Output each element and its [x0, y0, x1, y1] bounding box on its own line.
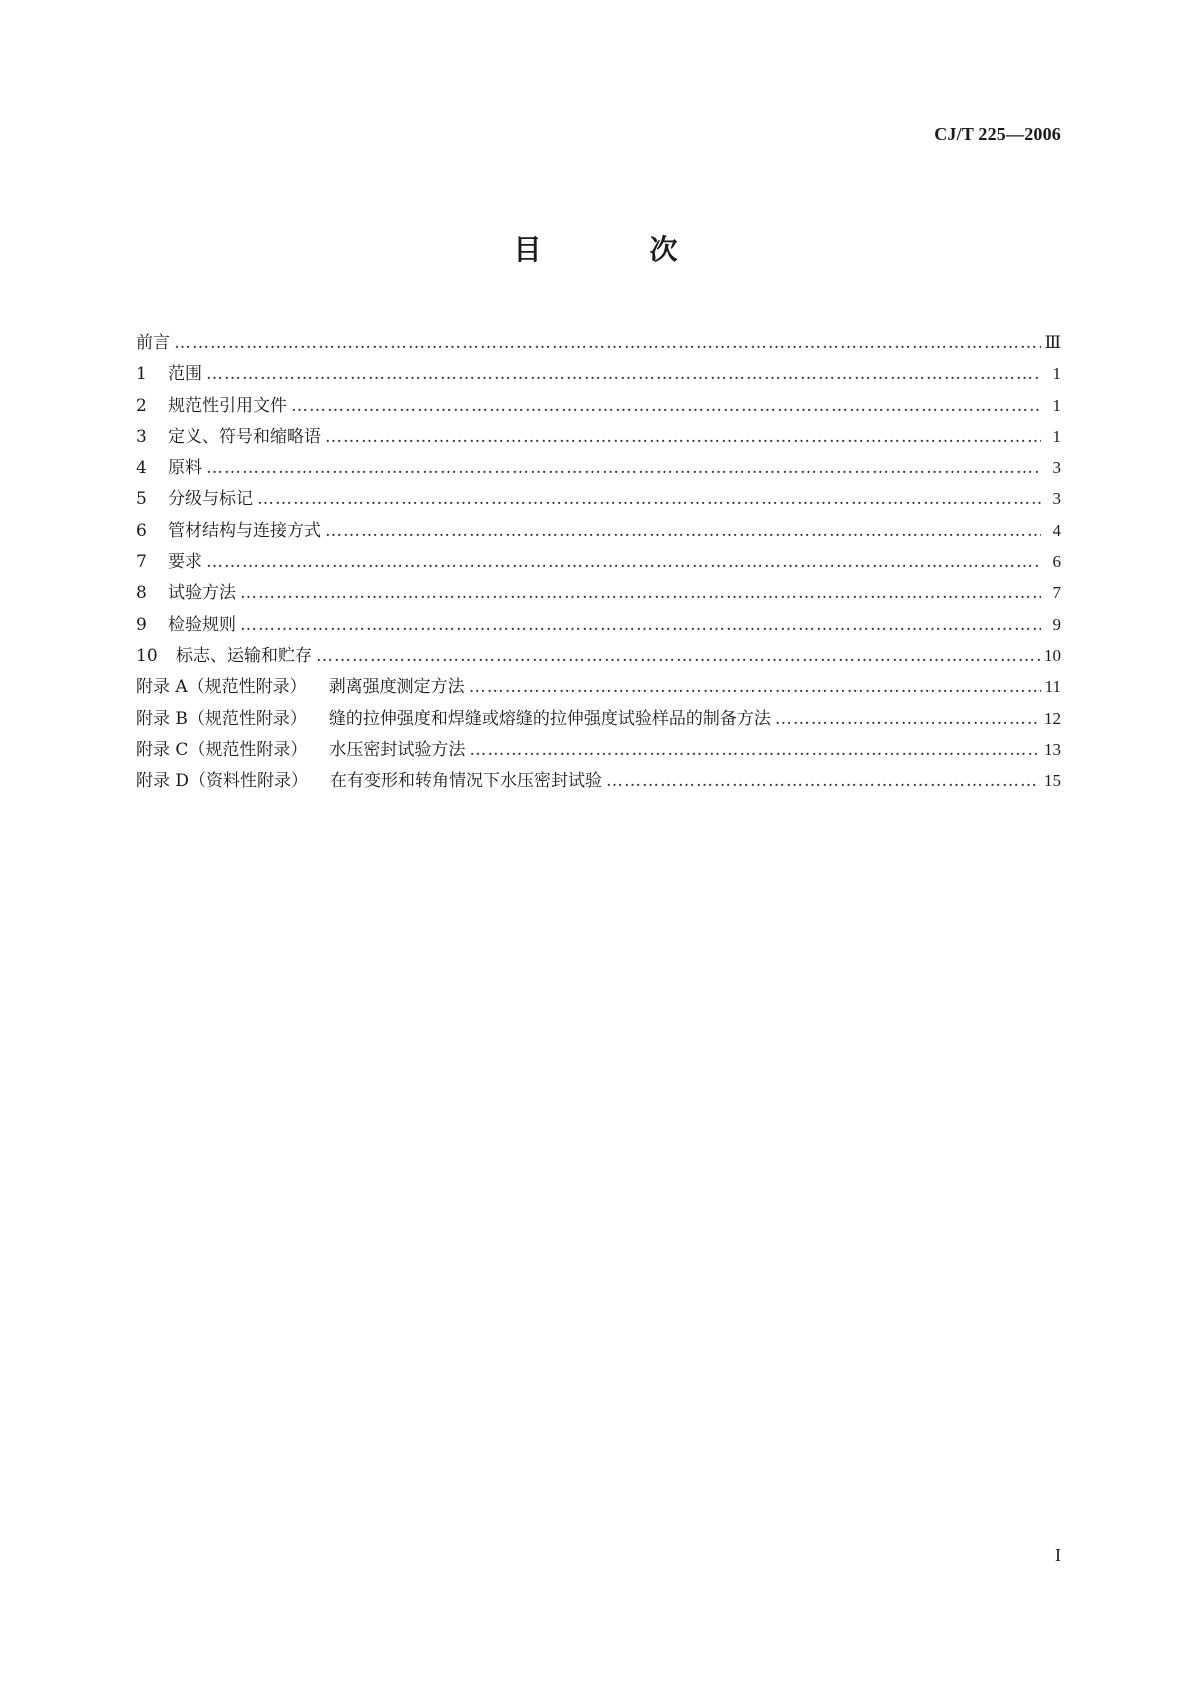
toc-entry-page: 15	[1044, 771, 1061, 791]
toc-dot-leader	[240, 615, 1041, 635]
toc-entry-label: 定义、符号和缩略语	[168, 426, 321, 447]
toc-dot-leader	[206, 364, 1041, 384]
toc-entry-label: 附录 D（资料性附录）	[136, 771, 309, 792]
toc-entry-label: 要求	[168, 552, 202, 573]
toc-entry-page: 13	[1044, 739, 1061, 759]
toc-entry-label: 原料	[168, 458, 202, 479]
toc-entry-number: 4	[136, 458, 147, 479]
toc-dot-leader	[316, 646, 1040, 666]
toc-entry-page: 3	[1052, 458, 1061, 478]
toc-entry-8[interactable]	[136, 578, 1061, 609]
toc-entry-3[interactable]	[136, 422, 1061, 453]
toc-entry-number: 2	[136, 395, 147, 416]
toc-appendix-title: 水压密封试验方法	[329, 739, 466, 760]
toc-appendix-title: 剥离强度测定方法	[328, 677, 465, 698]
toc-dot-leader	[469, 677, 1041, 697]
toc-appendix-title: 缝的拉伸强度和焊缝或熔缝的拉伸强度试验样品的制备方法	[328, 708, 771, 729]
toc-entry-label: 分级与标记	[168, 489, 253, 510]
toc-title: 目 次	[513, 233, 718, 266]
toc-entry-label: 附录 A（规范性附录）	[136, 677, 307, 698]
toc-entry-number: 7	[136, 552, 147, 573]
toc-entry-number: 5	[136, 489, 147, 510]
toc-entry-page: 10	[1044, 645, 1061, 665]
toc-entry-5[interactable]	[136, 484, 1061, 515]
toc-entry-appendix-a[interactable]	[136, 672, 1061, 703]
toc-entry-label: 范围	[168, 364, 202, 385]
toc-dot-leader	[469, 740, 1040, 760]
table-of-contents	[136, 328, 1061, 797]
toc-entry-number: 1	[136, 364, 147, 385]
standard-code: CJ/T 225—2006	[934, 124, 1061, 144]
toc-entry-page: 4	[1052, 520, 1061, 540]
toc-entry-page: 7	[1052, 583, 1061, 603]
toc-dot-leader	[206, 458, 1041, 478]
toc-entry-page: 6	[1052, 552, 1061, 572]
toc-entry-label: 检验规则	[168, 614, 236, 635]
toc-dot-leader	[257, 489, 1041, 509]
toc-dot-leader	[240, 583, 1041, 603]
toc-appendix-title: 在有变形和转角情况下水压密封试验	[330, 771, 603, 792]
toc-entry-7[interactable]	[136, 547, 1061, 578]
toc-dot-leader	[325, 427, 1041, 447]
toc-entry-number: 9	[136, 614, 147, 635]
toc-entry-label: 前言	[136, 333, 170, 353]
toc-entry-9[interactable]	[136, 610, 1061, 641]
toc-entry-page: 3	[1052, 489, 1061, 509]
toc-entry-label: 规范性引用文件	[168, 395, 287, 416]
toc-entry-appendix-c[interactable]	[136, 735, 1061, 766]
toc-entry-page: 12	[1044, 708, 1061, 728]
toc-entry-appendix-d[interactable]	[136, 766, 1061, 797]
toc-entry-label: 管材结构与连接方式	[168, 520, 321, 541]
toc-dot-leader	[174, 333, 1041, 353]
page-number: I	[1055, 1545, 1061, 1565]
toc-entry-number: 6	[136, 520, 147, 541]
toc-dot-leader	[206, 552, 1041, 572]
toc-entry-appendix-b[interactable]	[136, 704, 1061, 735]
toc-entry-foreword[interactable]	[136, 328, 1061, 359]
toc-entry-2[interactable]	[136, 391, 1061, 422]
toc-dot-leader	[775, 709, 1040, 729]
toc-entry-number: 8	[136, 583, 147, 604]
toc-entry-page: 1	[1052, 426, 1061, 446]
toc-entry-page: 1	[1052, 364, 1061, 384]
toc-entry-page: Ⅲ	[1044, 333, 1061, 352]
toc-entry-10[interactable]	[136, 641, 1061, 672]
toc-entry-page: 9	[1052, 614, 1061, 634]
toc-entry-number: 3	[136, 426, 147, 447]
toc-entry-label: 附录 C（规范性附录）	[136, 739, 308, 760]
toc-entry-1[interactable]	[136, 359, 1061, 390]
toc-entry-label: 试验方法	[168, 583, 236, 604]
toc-dot-leader	[325, 521, 1041, 541]
toc-entry-4[interactable]	[136, 453, 1061, 484]
toc-entry-label: 附录 B（规范性附录）	[136, 708, 307, 729]
toc-dot-leader	[291, 396, 1041, 416]
toc-entry-6[interactable]	[136, 516, 1061, 547]
toc-entry-page: 11	[1044, 677, 1061, 697]
toc-entry-page: 1	[1052, 395, 1061, 415]
toc-entry-label: 标志、运输和贮存	[176, 645, 312, 666]
toc-dot-leader	[606, 771, 1040, 791]
toc-entry-number: 10	[136, 645, 158, 666]
